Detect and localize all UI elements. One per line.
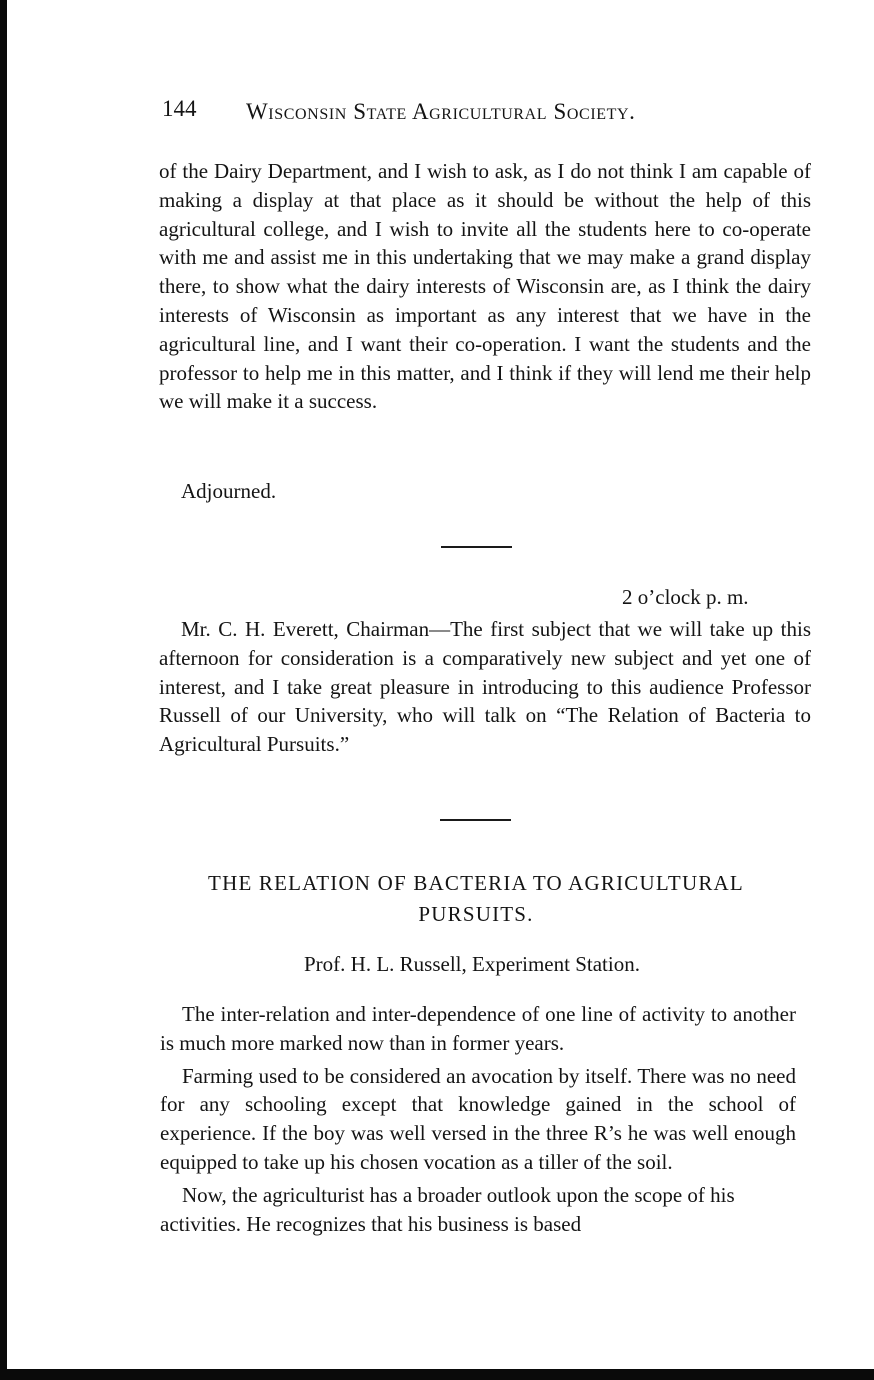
article-paragraph-3: Now, the agriculturist has a broader outlook upon the scope of his activities. He recognizes that his business is based [160,1182,735,1236]
adjourned-line: Adjourned. [181,479,277,503]
running-title: Wisconsin State Agricultural Society. [246,99,636,124]
article-body [160,1000,796,1238]
scan-edge-bottom [0,1369,874,1380]
continued-paragraph: of the Dairy Department, and I wish to ask, as I do not think I am capable of making a display at that place as it should be without the help of this agricultural college, and I wish to invite all the students here to co-operate with me and assist me in this undertaking that we may make a grand display there, to show what the dairy interests of Wisconsin are, as I think the dairy interests of Wisconsin as important as any interest that we have in the agricultural line, and I want their co-operation. I want the students and the professor to help me in this matter, and I think if they will lend me their help we will make it a success. [159,159,811,414]
section-divider-rule [441,546,512,548]
article-byline: Prof. H. L. Russell, Experiment Station. [304,952,640,976]
article-title-line-2: PURSUITS. [418,902,534,926]
running-head [160,96,820,130]
article-paragraph-1: The inter-relation and inter-dependence of one line of activity to another is much more marked now than in former years. [160,1002,796,1055]
section-divider-rule [440,819,511,821]
article-title-line-1: THE RELATION OF BACTERIA TO AGRICULTURAL [208,871,744,895]
chairman-introduction-block [159,615,811,759]
article-title [152,868,800,930]
article-paragraph-2: Farming used to be considered an avocation by itself. There was no need for any schooling except that knowledge gained in the school of experience. If the boy was well versed in the three R’s he was well enough equipped to take up his chosen vocation as a tiller of the soil. [160,1063,796,1174]
session-time: 2 o’clock p. m. [622,585,749,609]
continued-paragraph-block [159,157,811,416]
page-number: 144 [162,96,197,121]
chairman-introduction: Mr. C. H. Everett, Chairman—The first subject that we will take up this afternoon for consideration is a comparatively new subject and yet one of interest, and I take great pleasure in introducing to this audience Professor Russell of our University, who will talk on “The Relation of Bacteria to Agricultural Pursuits.” [159,617,811,757]
